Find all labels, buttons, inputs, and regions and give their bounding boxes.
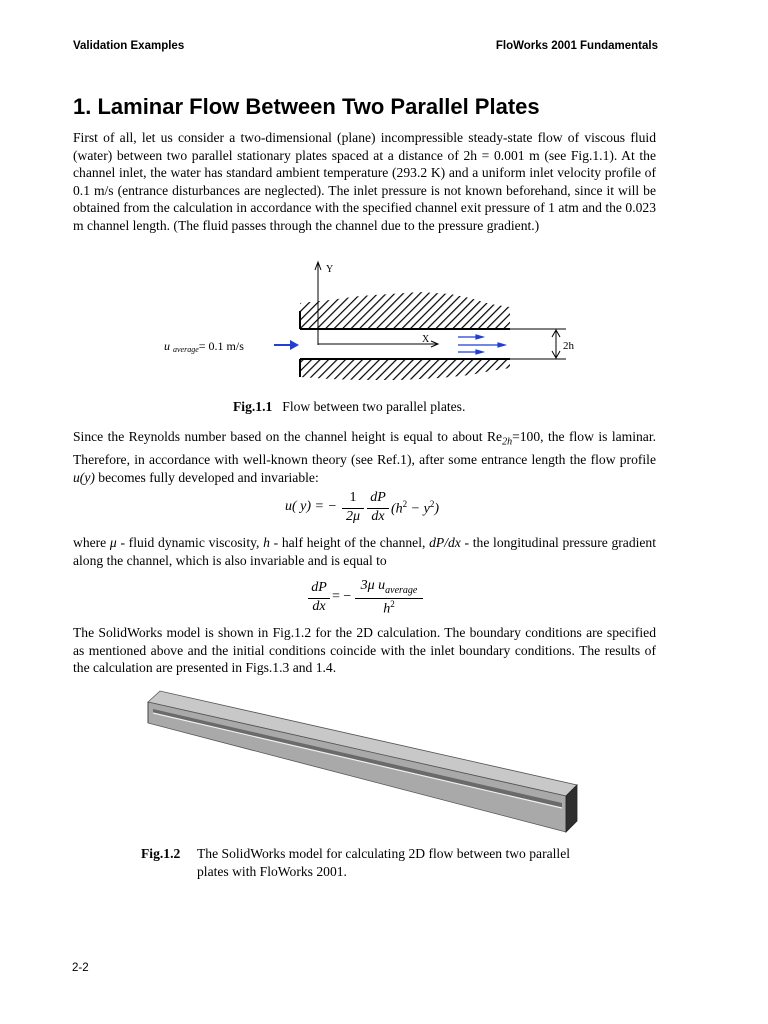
pressure-gradient-equation: dP dx = − 3μ $u_{average}$ $h^2$ (308, 578, 448, 620)
model-top-face (148, 691, 577, 796)
reynolds-paragraph: Since the Reynolds number based on the channel height is equal to about $Re_{2h}=100$, the flow is laminar. Therefore, in accordance with well-known theory (see Ref.1), after some entrance length the flow profile u(y) becomes fully developed and invariable: (73, 429, 656, 485)
inlet-velocity-label: uaverage= 0.1 m/s (164, 339, 244, 354)
y-axis-label: Y (326, 264, 334, 275)
figure-1-2-text: The SolidWorks model for calculating 2D flow between two parallel plates with FloWorks 2001. (197, 846, 571, 879)
model-paragraph: The SolidWorks model is shown in Fig.1.2 for the 2D calculation. The boundary conditions are specified as mentioned above and the initial conditions coincide with the inlet boundary conditions. The results of the calculation are presented in Figs.1.3 and 1.4. (73, 625, 656, 675)
figure-1-1-number: Fig.1.1 (233, 399, 273, 414)
section-title: 1. Laminar Flow Between Two Parallel Plates (73, 94, 540, 119)
velocity-profile-equation: u( y) = − 1 2μ dP dx $(h^2 - y^2)$ (285, 490, 440, 524)
figure-1-2-solidworks-model (0, 680, 768, 840)
figure-1-1-caption (233, 398, 465, 416)
upper-plate (300, 292, 510, 329)
model-front-face (148, 702, 566, 832)
page-number: 2-2 (72, 962, 89, 974)
figure-1-2-number: Fig.1.2 (141, 846, 181, 861)
height-dimension-label: 2h (563, 340, 574, 352)
velocity-profile-arrows (458, 335, 505, 354)
running-header-right: FloWorks 2001 Fundamentals (495, 40, 658, 52)
x-axis-label: X (422, 334, 430, 345)
variables-paragraph: where μ - fluid dynamic viscosity, h - half height of the channel, dP/dx - the longitudinal pressure gradient along the channel, which is also invariable and is equal to (73, 535, 656, 568)
figure-1-1-text: Flow between two parallel plates. (282, 399, 466, 414)
intro-paragraph: First of all, let us consider a two-dimensional (plane) incompressible steady-state flow of viscous fluid (water) between two parallel stationary plates spaced at a distance of 2h = 0.001 m (see Fig.1.1). At the channel inlet, the water has standard ambient temperature (293.2 K) and a uniform inlet velocity profile of 0.1 m/s (entrance disturbances are neglected). The inlet pressure is not known beforehand, since it will be obtained from the calculation in accordance with the specified channel exit pressure of 1 atm and the 0.023 m channel length. (The fluid passes through the channel due to the pressure gradient.) (73, 130, 656, 233)
lower-plate (300, 359, 510, 380)
figure-1-1-parallel-plates-diagram (0, 0, 768, 400)
running-header-left: Validation Examples (73, 40, 185, 52)
